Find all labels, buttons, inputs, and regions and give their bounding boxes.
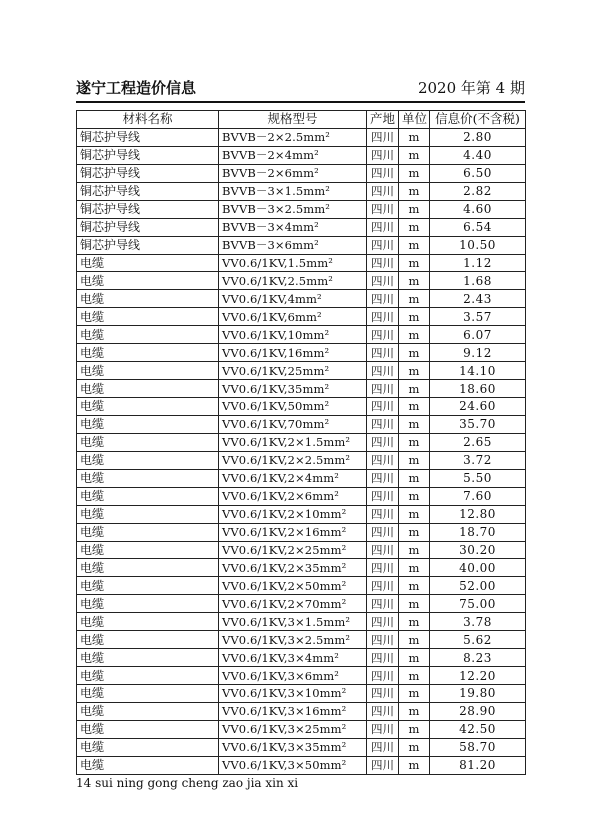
unit-cell: m xyxy=(399,128,430,146)
origin-cell: 四川 xyxy=(367,505,399,523)
page-number: 14 xyxy=(76,776,92,790)
material-name-cell: 电缆 xyxy=(77,433,219,451)
spec-cell: VV0.6/1KV,16mm² xyxy=(219,344,367,362)
price-cell: 7.60 xyxy=(430,487,526,505)
price-cell: 3.78 xyxy=(430,613,526,631)
price-cell: 2.65 xyxy=(430,433,526,451)
spec-cell: VV0.6/1KV,3×2.5mm² xyxy=(219,631,367,649)
spec-cell: VV0.6/1KV,2×25mm² xyxy=(219,541,367,559)
origin-cell: 四川 xyxy=(367,433,399,451)
unit-cell: m xyxy=(399,380,430,398)
unit-cell: m xyxy=(399,308,430,326)
origin-cell: 四川 xyxy=(367,685,399,703)
table-row xyxy=(77,164,526,182)
table-row xyxy=(77,451,526,469)
column-header-unit: 单位 xyxy=(399,111,430,129)
material-name-cell: 电缆 xyxy=(77,362,219,380)
price-cell: 40.00 xyxy=(430,559,526,577)
origin-cell: 四川 xyxy=(367,218,399,236)
origin-cell: 四川 xyxy=(367,469,399,487)
unit-cell: m xyxy=(399,577,430,595)
column-header-origin: 产地 xyxy=(367,111,399,129)
spec-cell: VV0.6/1KV,10mm² xyxy=(219,326,367,344)
table-row xyxy=(77,344,526,362)
origin-cell: 四川 xyxy=(367,631,399,649)
material-name-cell: 铜芯护导线 xyxy=(77,146,219,164)
material-name-cell: 电缆 xyxy=(77,398,219,416)
material-name-cell: 电缆 xyxy=(77,541,219,559)
table-row xyxy=(77,128,526,146)
unit-cell: m xyxy=(399,200,430,218)
price-cell: 81.20 xyxy=(430,756,526,774)
table-row xyxy=(77,236,526,254)
price-cell: 28.90 xyxy=(430,702,526,720)
table-row xyxy=(77,720,526,738)
price-cell: 4.40 xyxy=(430,146,526,164)
unit-cell: m xyxy=(399,164,430,182)
spec-cell: VV0.6/1KV,4mm² xyxy=(219,290,367,308)
material-name-cell: 电缆 xyxy=(77,720,219,738)
table-row xyxy=(77,218,526,236)
unit-cell: m xyxy=(399,702,430,720)
origin-cell: 四川 xyxy=(367,738,399,756)
material-name-cell: 铜芯护导线 xyxy=(77,182,219,200)
price-cell: 52.00 xyxy=(430,577,526,595)
table-row xyxy=(77,487,526,505)
spec-cell: VV0.6/1KV,3×16mm² xyxy=(219,702,367,720)
unit-cell: m xyxy=(399,667,430,685)
footer-pinyin: sui ning gong cheng zao jia xin xi xyxy=(95,776,299,790)
origin-cell: 四川 xyxy=(367,756,399,774)
unit-cell: m xyxy=(399,631,430,649)
unit-cell: m xyxy=(399,505,430,523)
price-cell: 24.60 xyxy=(430,398,526,416)
unit-cell: m xyxy=(399,290,430,308)
table-row xyxy=(77,577,526,595)
price-cell: 30.20 xyxy=(430,541,526,559)
table-row xyxy=(77,182,526,200)
price-cell: 2.80 xyxy=(430,128,526,146)
material-name-cell: 电缆 xyxy=(77,308,219,326)
column-header-spec: 规格型号 xyxy=(219,111,367,129)
spec-cell: BVVB－2×6mm² xyxy=(219,164,367,182)
spec-cell: VV0.6/1KV,50mm² xyxy=(219,398,367,416)
unit-cell: m xyxy=(399,685,430,703)
spec-cell: VV0.6/1KV,2×50mm² xyxy=(219,577,367,595)
origin-cell: 四川 xyxy=(367,523,399,541)
spec-cell: VV0.6/1KV,2×70mm² xyxy=(219,595,367,613)
price-cell: 19.80 xyxy=(430,685,526,703)
material-name-cell: 电缆 xyxy=(77,559,219,577)
unit-cell: m xyxy=(399,649,430,667)
spec-cell: VV0.6/1KV,3×50mm² xyxy=(219,756,367,774)
issue-label: 2020 年第 4 期 xyxy=(417,79,525,97)
material-name-cell: 电缆 xyxy=(77,272,219,290)
table-row xyxy=(77,541,526,559)
origin-cell: 四川 xyxy=(367,702,399,720)
spec-cell: VV0.6/1KV,2×2.5mm² xyxy=(219,451,367,469)
origin-cell: 四川 xyxy=(367,146,399,164)
price-cell: 18.60 xyxy=(430,380,526,398)
spec-cell: VV0.6/1KV,3×4mm² xyxy=(219,649,367,667)
spec-cell: VV0.6/1KV,1.5mm² xyxy=(219,254,367,272)
table-body xyxy=(77,128,526,774)
material-name-cell: 电缆 xyxy=(77,577,219,595)
page-header xyxy=(76,77,525,99)
material-name-cell: 电缆 xyxy=(77,451,219,469)
material-name-cell: 电缆 xyxy=(77,254,219,272)
material-name-cell: 电缆 xyxy=(77,505,219,523)
unit-cell: m xyxy=(399,738,430,756)
spec-cell: VV0.6/1KV,2×35mm² xyxy=(219,559,367,577)
table-row xyxy=(77,146,526,164)
origin-cell: 四川 xyxy=(367,415,399,433)
unit-cell: m xyxy=(399,218,430,236)
material-name-cell: 铜芯护导线 xyxy=(77,128,219,146)
price-cell: 6.07 xyxy=(430,326,526,344)
unit-cell: m xyxy=(399,415,430,433)
material-name-cell: 电缆 xyxy=(77,523,219,541)
unit-cell: m xyxy=(399,613,430,631)
price-cell: 12.20 xyxy=(430,667,526,685)
origin-cell: 四川 xyxy=(367,559,399,577)
price-cell: 5.50 xyxy=(430,469,526,487)
price-cell: 14.10 xyxy=(430,362,526,380)
price-cell: 8.23 xyxy=(430,649,526,667)
table-row xyxy=(77,559,526,577)
table-row xyxy=(77,631,526,649)
table-row xyxy=(77,415,526,433)
material-name-cell: 电缆 xyxy=(77,415,219,433)
price-cell: 2.43 xyxy=(430,290,526,308)
unit-cell: m xyxy=(399,469,430,487)
material-name-cell: 电缆 xyxy=(77,469,219,487)
unit-cell: m xyxy=(399,398,430,416)
unit-cell: m xyxy=(399,254,430,272)
column-header-price: 信息价(不含税) xyxy=(430,111,526,129)
unit-cell: m xyxy=(399,720,430,738)
unit-cell: m xyxy=(399,433,430,451)
unit-cell: m xyxy=(399,146,430,164)
table-row xyxy=(77,667,526,685)
table-row xyxy=(77,649,526,667)
unit-cell: m xyxy=(399,487,430,505)
price-table xyxy=(76,110,526,775)
table-row xyxy=(77,200,526,218)
price-cell: 6.54 xyxy=(430,218,526,236)
material-name-cell: 电缆 xyxy=(77,290,219,308)
column-header-name: 材料名称 xyxy=(77,111,219,129)
table-row xyxy=(77,523,526,541)
spec-cell: VV0.6/1KV,2×6mm² xyxy=(219,487,367,505)
origin-cell: 四川 xyxy=(367,667,399,685)
table-row xyxy=(77,702,526,720)
spec-cell: BVVB－3×2.5mm² xyxy=(219,200,367,218)
price-cell: 35.70 xyxy=(430,415,526,433)
publication-title: 遂宁工程造价信息 xyxy=(76,79,197,97)
unit-cell: m xyxy=(399,756,430,774)
table-row xyxy=(77,362,526,380)
origin-cell: 四川 xyxy=(367,290,399,308)
origin-cell: 四川 xyxy=(367,451,399,469)
material-name-cell: 电缆 xyxy=(77,649,219,667)
material-name-cell: 铜芯护导线 xyxy=(77,218,219,236)
spec-cell: BVVB－3×6mm² xyxy=(219,236,367,254)
origin-cell: 四川 xyxy=(367,164,399,182)
unit-cell: m xyxy=(399,272,430,290)
table-row xyxy=(77,738,526,756)
material-name-cell: 电缆 xyxy=(77,702,219,720)
price-cell: 58.70 xyxy=(430,738,526,756)
unit-cell: m xyxy=(399,326,430,344)
table-row xyxy=(77,272,526,290)
origin-cell: 四川 xyxy=(367,308,399,326)
origin-cell: 四川 xyxy=(367,577,399,595)
price-cell: 12.80 xyxy=(430,505,526,523)
price-cell: 9.12 xyxy=(430,344,526,362)
material-name-cell: 电缆 xyxy=(77,595,219,613)
material-name-cell: 电缆 xyxy=(77,738,219,756)
spec-cell: VV0.6/1KV,2×16mm² xyxy=(219,523,367,541)
origin-cell: 四川 xyxy=(367,595,399,613)
price-cell: 3.72 xyxy=(430,451,526,469)
unit-cell: m xyxy=(399,541,430,559)
origin-cell: 四川 xyxy=(367,344,399,362)
origin-cell: 四川 xyxy=(367,362,399,380)
price-cell: 1.68 xyxy=(430,272,526,290)
material-name-cell: 电缆 xyxy=(77,487,219,505)
material-name-cell: 电缆 xyxy=(77,326,219,344)
material-name-cell: 铜芯护导线 xyxy=(77,236,219,254)
spec-cell: VV0.6/1KV,2.5mm² xyxy=(219,272,367,290)
price-cell: 2.82 xyxy=(430,182,526,200)
spec-cell: VV0.6/1KV,2×4mm² xyxy=(219,469,367,487)
spec-cell: VV0.6/1KV,2×10mm² xyxy=(219,505,367,523)
table-row xyxy=(77,505,526,523)
origin-cell: 四川 xyxy=(367,254,399,272)
material-name-cell: 铜芯护导线 xyxy=(77,200,219,218)
spec-cell: VV0.6/1KV,70mm² xyxy=(219,415,367,433)
origin-cell: 四川 xyxy=(367,236,399,254)
price-cell: 42.50 xyxy=(430,720,526,738)
spec-cell: VV0.6/1KV,6mm² xyxy=(219,308,367,326)
price-cell: 6.50 xyxy=(430,164,526,182)
spec-cell: VV0.6/1KV,2×1.5mm² xyxy=(219,433,367,451)
unit-cell: m xyxy=(399,182,430,200)
spec-cell: BVVB－3×1.5mm² xyxy=(219,182,367,200)
price-cell: 18.70 xyxy=(430,523,526,541)
origin-cell: 四川 xyxy=(367,128,399,146)
origin-cell: 四川 xyxy=(367,649,399,667)
table-row xyxy=(77,290,526,308)
spec-cell: VV0.6/1KV,35mm² xyxy=(219,380,367,398)
origin-cell: 四川 xyxy=(367,613,399,631)
origin-cell: 四川 xyxy=(367,380,399,398)
unit-cell: m xyxy=(399,559,430,577)
price-cell: 10.50 xyxy=(430,236,526,254)
table-header-row xyxy=(77,111,526,129)
table-row xyxy=(77,326,526,344)
material-name-cell: 电缆 xyxy=(77,756,219,774)
spec-cell: VV0.6/1KV,3×1.5mm² xyxy=(219,613,367,631)
table-row xyxy=(77,685,526,703)
price-cell: 4.60 xyxy=(430,200,526,218)
origin-cell: 四川 xyxy=(367,541,399,559)
table-row xyxy=(77,433,526,451)
table-row xyxy=(77,595,526,613)
spec-cell: VV0.6/1KV,3×25mm² xyxy=(219,720,367,738)
material-name-cell: 电缆 xyxy=(77,685,219,703)
unit-cell: m xyxy=(399,236,430,254)
spec-cell: VV0.6/1KV,25mm² xyxy=(219,362,367,380)
origin-cell: 四川 xyxy=(367,487,399,505)
material-name-cell: 电缆 xyxy=(77,380,219,398)
table-row xyxy=(77,469,526,487)
material-name-cell: 铜芯护导线 xyxy=(77,164,219,182)
table-row xyxy=(77,308,526,326)
spec-cell: BVVB－2×2.5mm² xyxy=(219,128,367,146)
price-cell: 75.00 xyxy=(430,595,526,613)
table-row xyxy=(77,254,526,272)
origin-cell: 四川 xyxy=(367,200,399,218)
material-name-cell: 电缆 xyxy=(77,631,219,649)
spec-cell: VV0.6/1KV,3×35mm² xyxy=(219,738,367,756)
unit-cell: m xyxy=(399,595,430,613)
page-footer xyxy=(76,776,298,790)
origin-cell: 四川 xyxy=(367,272,399,290)
price-cell: 3.57 xyxy=(430,308,526,326)
spec-cell: VV0.6/1KV,3×10mm² xyxy=(219,685,367,703)
unit-cell: m xyxy=(399,344,430,362)
material-name-cell: 电缆 xyxy=(77,613,219,631)
unit-cell: m xyxy=(399,362,430,380)
unit-cell: m xyxy=(399,451,430,469)
table-row xyxy=(77,380,526,398)
price-cell: 5.62 xyxy=(430,631,526,649)
origin-cell: 四川 xyxy=(367,326,399,344)
table-row xyxy=(77,398,526,416)
price-cell: 1.12 xyxy=(430,254,526,272)
spec-cell: BVVB－3×4mm² xyxy=(219,218,367,236)
header-rule xyxy=(76,101,525,103)
spec-cell: VV0.6/1KV,3×6mm² xyxy=(219,667,367,685)
material-name-cell: 电缆 xyxy=(77,667,219,685)
spec-cell: BVVB－2×4mm² xyxy=(219,146,367,164)
table-row xyxy=(77,756,526,774)
origin-cell: 四川 xyxy=(367,398,399,416)
unit-cell: m xyxy=(399,523,430,541)
table-row xyxy=(77,613,526,631)
origin-cell: 四川 xyxy=(367,182,399,200)
origin-cell: 四川 xyxy=(367,720,399,738)
material-name-cell: 电缆 xyxy=(77,344,219,362)
